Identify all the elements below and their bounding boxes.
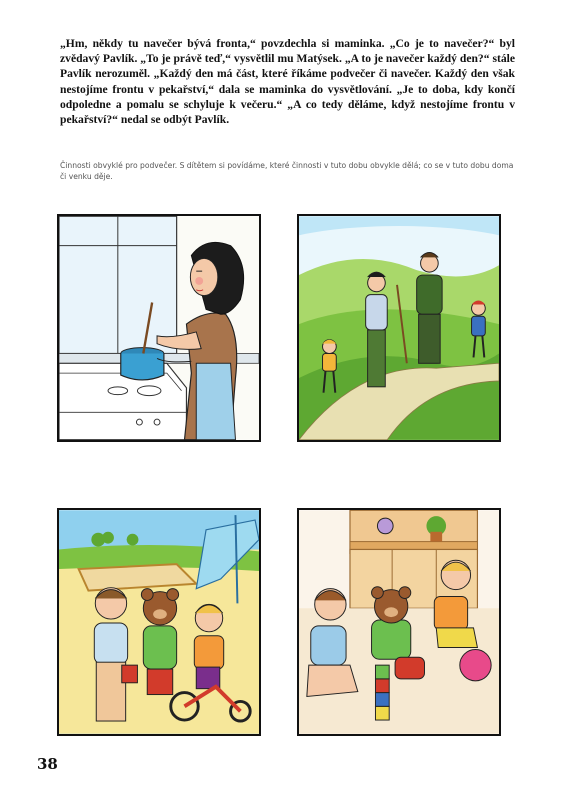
story-text bbox=[60, 36, 515, 127]
illustration-children-playing-blocks bbox=[297, 508, 501, 736]
playground-tricycle-drawing bbox=[59, 510, 259, 734]
instruction-text: Činnosti obvyklé pro podvečer. S dítětem si povídáme, které činnosti v tuto dobu obvykle dělá; co se v tuto dobu doma či venku děje. bbox=[60, 161, 514, 181]
story-paragraph: „Hm, někdy tu navečer bývá fronta,“ povzdechla si maminka. „Co je to navečer?“ byl zvědavý Pavlík. „To je právě teď,“ vysvětlil mu Matýsek. „A to je navečer každý den?“ stále Pavlík nerozuměl. „Každý den má část, které říkáme podvečer či navečer. Každý den však nestojíme frontu v pekařství,“ dala se maminka do vysvětlování. „Je to doba, kdy končí odpoledne a pomalu se schyluje k večeru.“ „A co tedy děláme, když nestojíme frontu v pekařství?“ nedal se odbýt Pavlík. bbox=[60, 37, 515, 127]
illustration-mother-cooking bbox=[57, 214, 261, 442]
mother-cooking-drawing bbox=[59, 216, 259, 440]
children-playing-blocks-drawing bbox=[299, 510, 499, 734]
page-number: 38 bbox=[37, 755, 58, 773]
illustration-family-walking bbox=[297, 214, 501, 442]
illustration-playground-tricycle bbox=[57, 508, 261, 736]
family-walking-drawing bbox=[299, 216, 499, 440]
